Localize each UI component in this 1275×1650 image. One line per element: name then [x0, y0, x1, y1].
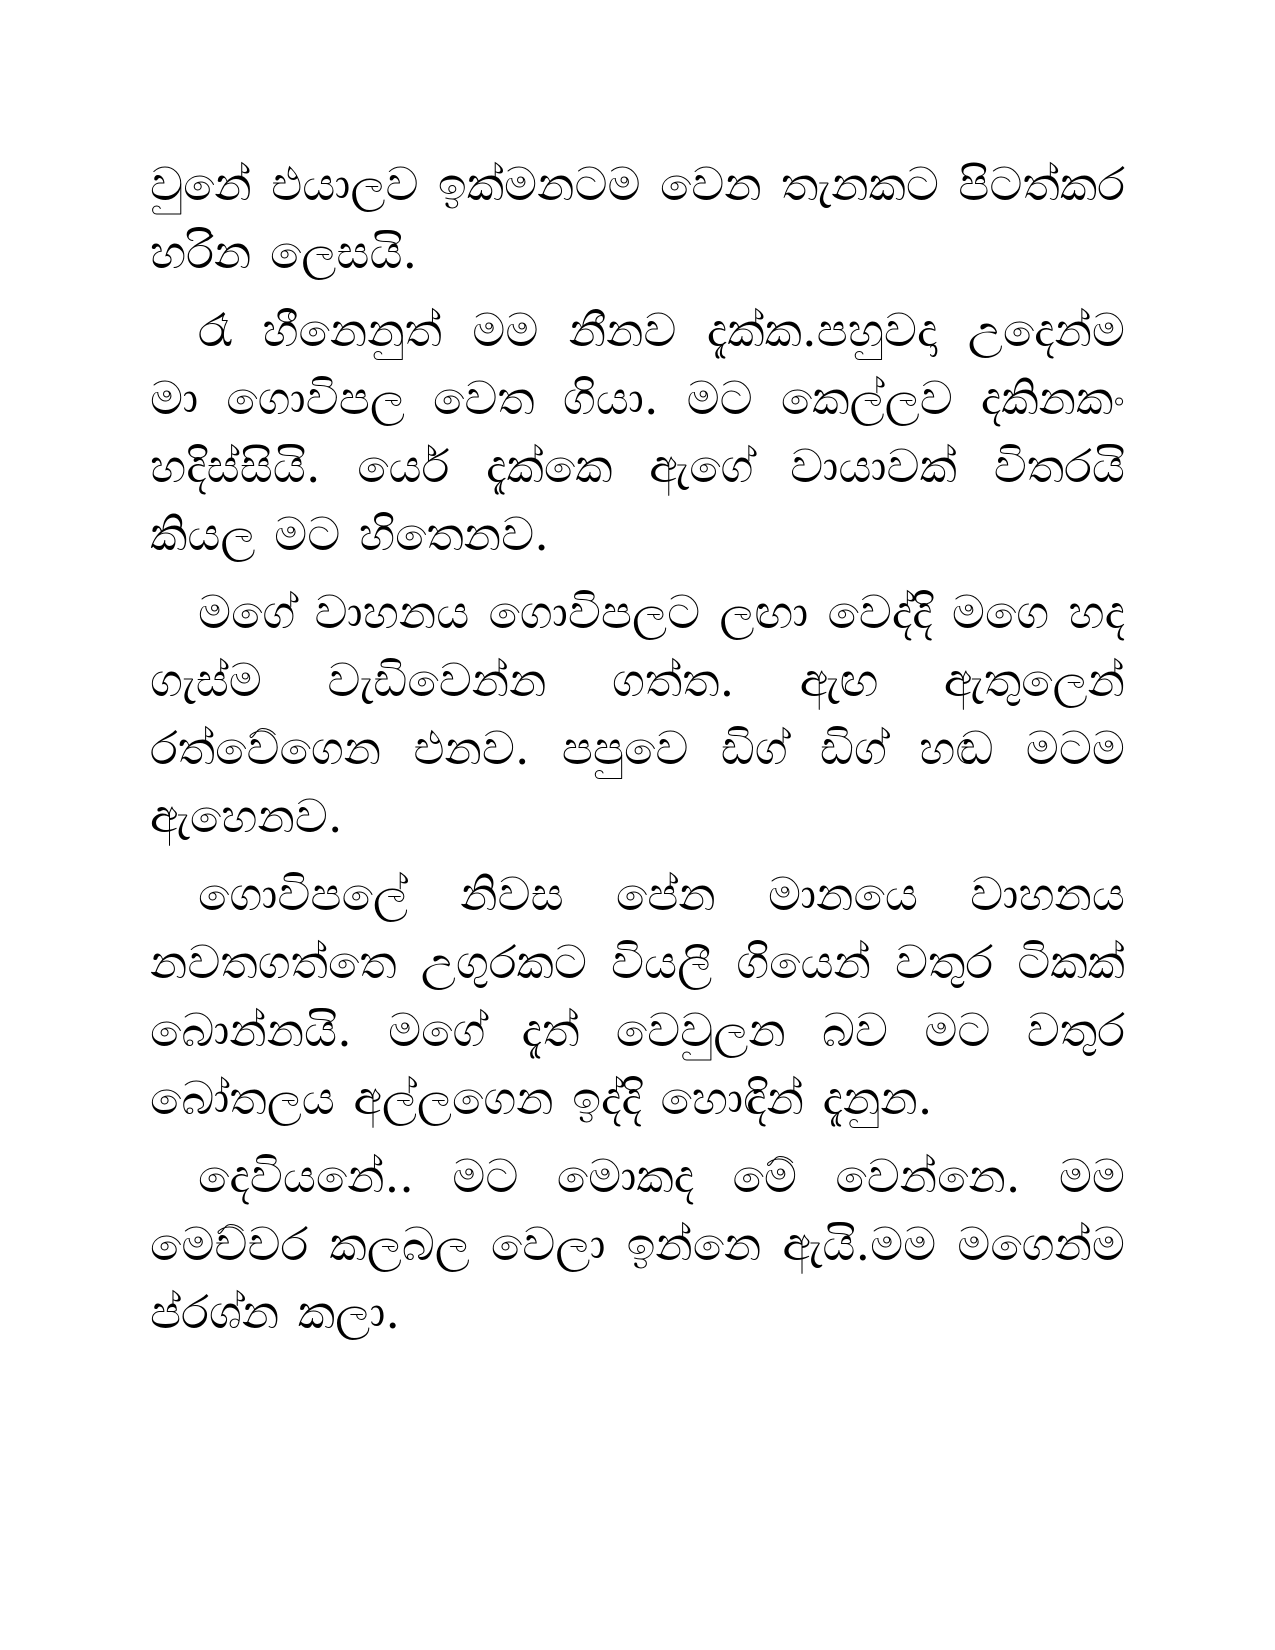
paragraph-4: ගොවිපලේ නිවස පේන මානයෙ වාහනය නවතගත්තෙ උගුරකට වියලී ගියෙන් වතුර ටිකක් බොන්නයි. මගේ දැත් වෙවුලන බව මට වතුර බෝතලය අල්ලගෙන ඉද්දි හොඳින් දැනුන. [150, 867, 1125, 1125]
paragraph-2: රෑ හීනෙනුත් මම නීනව දැක්ක.පහුවදා උදෙන්ම මා ගොවිපල වෙත ගියා. මට කෙල්ලව දකිනකං හදිස්සියි. ර්යෙ දැක්කෙ ඇගේ වායාවක් විතරයි කියල මට හිතෙනව. [150, 303, 1125, 561]
body-text [150, 150, 1125, 1356]
paragraph-3: මගේ වාහනය ගොවිපලට ලඟා වෙද්දි මගෙ හද ගැස්ම වැඩිවෙන්න ගත්ත. ඇඟ ඇතුලෙන් රත්වේගෙන එනව. පපුවෙ ඩිග් ඩිග් හඬ මටම ඇහෙනව. [150, 585, 1125, 843]
paragraph-1: වුනේ එයාලව ඉක්මනටම වෙන තැනකට පිටත්කර හරින ලෙසයි. [150, 157, 1125, 279]
paragraph-5: දෙවියනේ.. මට මොකද මේ වෙන්නෙ. මම මෙච්චර කලබල වෙලා ඉන්නෙ ඇයි.මම මගෙන්ම ප්රශ්න කලා. [150, 1149, 1125, 1339]
